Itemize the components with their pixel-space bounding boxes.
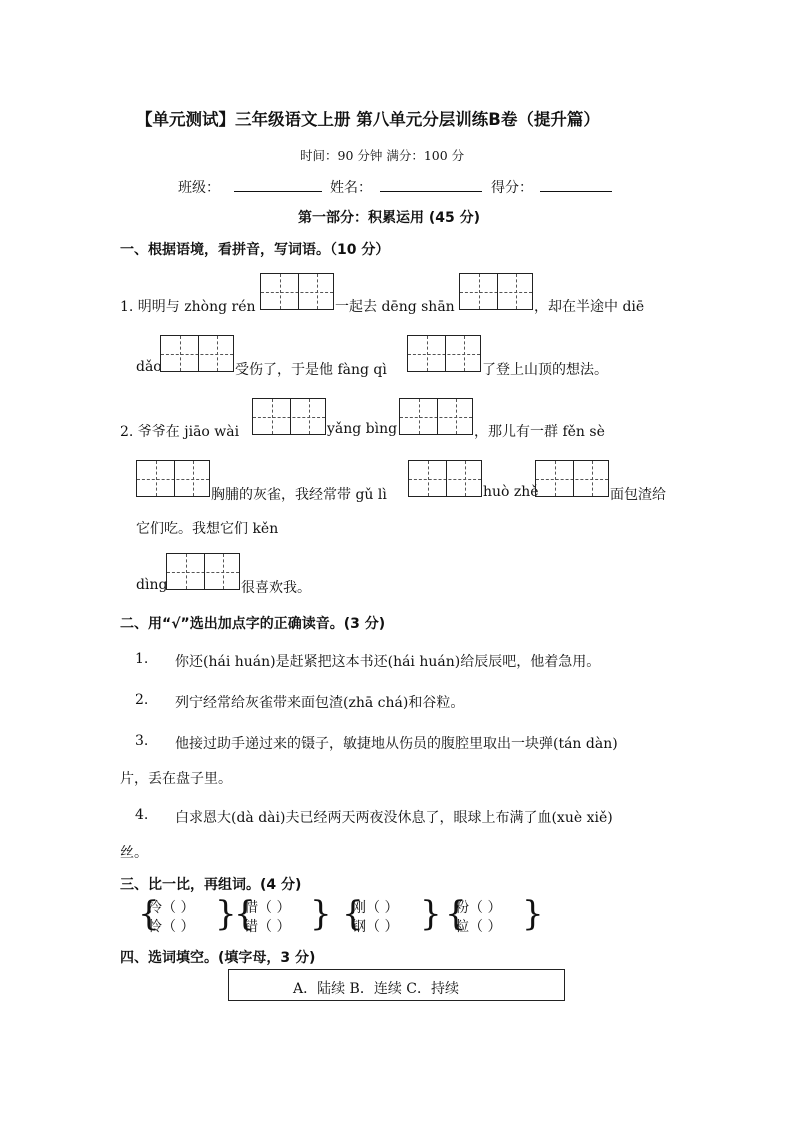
left-brace: { xyxy=(234,894,256,934)
left-brace: { xyxy=(445,894,467,934)
q2-heading: 二、用“√”选出加点字的正确读音。(3 分) xyxy=(120,616,386,632)
q2-item-text[interactable]: 列宁经常给灰雀带来面包渣(zhā chá)和谷粒。 xyxy=(175,695,465,711)
name-label: 姓名： xyxy=(330,180,372,196)
right-brace: } xyxy=(310,894,332,934)
q4-heading: 四、选词填空。(填字母，3 分) xyxy=(120,950,316,966)
compare-word-blank[interactable]: 粒（ ） xyxy=(455,919,502,935)
q1-s2-text-f: 面包渣给 xyxy=(610,487,666,503)
q1-s2-text-i: 很喜欢我。 xyxy=(241,580,311,596)
pinyin-grid-zhongren[interactable] xyxy=(260,273,334,310)
pinyin-grid-fangqi[interactable] xyxy=(407,335,481,372)
score-field[interactable] xyxy=(540,177,612,196)
q2-item-continuation: 片，丢在盘子里。 xyxy=(120,771,232,787)
q1-s2-text-d: 胸脯的灰雀，我经常带 gǔ lì xyxy=(211,487,387,503)
q1-heading: 一、根据语境，看拼音，写词语。（10 分） xyxy=(120,242,390,258)
q2-item-text[interactable]: 他接过助手递过来的镊子，敏捷地从伤员的腹腔里取出一块弹(tán dàn) xyxy=(175,736,618,752)
compare-word-blank[interactable]: 刚（ ） xyxy=(352,900,399,916)
part1-heading: 第一部分：积累运用 (45 分) xyxy=(298,210,481,226)
q2-item-text[interactable]: 白求恩大(dà dài)夫已经两天两夜没休息了，眼球上布满了血(xuè xiě) xyxy=(175,810,613,826)
pinyin-grid-jiaowai[interactable] xyxy=(252,398,326,435)
compare-word-blank[interactable]: 冷（ ） xyxy=(148,900,195,916)
q1-s1-text-b: 一起去 dēng shān xyxy=(335,299,455,315)
pinyin-grid-huozhe[interactable] xyxy=(535,460,609,497)
q1-s1-text-f: 了登上山顶的想法。 xyxy=(482,362,608,378)
right-brace: } xyxy=(215,894,237,934)
q1-s2-text-c: ，那儿有一群 fěn sè xyxy=(474,424,605,440)
pinyin-grid-fense[interactable] xyxy=(136,460,210,497)
q1-s2-text-b: yǎng bìng xyxy=(327,421,398,437)
q1-s1-text-a: 1. 明明与 zhòng rén xyxy=(120,299,256,315)
pinyin-grid-kending[interactable] xyxy=(166,553,240,590)
right-brace: } xyxy=(420,894,442,934)
q3-heading: 三、比一比，再组词。(4 分) xyxy=(120,877,302,893)
class-label: 班级： xyxy=(178,180,220,196)
left-brace: { xyxy=(138,894,160,934)
compare-word-blank[interactable]: 惜（ ） xyxy=(244,900,291,916)
compare-word-blank[interactable]: 粉（ ） xyxy=(455,900,502,916)
q2-item-number: 3. xyxy=(135,733,149,749)
right-brace: } xyxy=(522,894,544,934)
score-label: 得分： xyxy=(491,180,533,196)
q2-item-number: 2. xyxy=(135,692,149,708)
compare-word-blank[interactable]: 错（ ） xyxy=(244,919,291,935)
q1-s2-text-a: 2. 爷爷在 jiāo wài xyxy=(120,424,240,440)
left-brace: { xyxy=(342,894,364,934)
q2-item-number: 4. xyxy=(135,807,149,823)
page-title: 【单元测试】三年级语文上册 第八单元分层训练B卷（提升篇） xyxy=(136,110,600,129)
exam-meta: 时间：90 分钟 满分：100 分 xyxy=(300,148,465,163)
q1-s1-text-d: dǎo xyxy=(136,359,162,375)
q1-s2-text-e: huò zhě xyxy=(483,484,539,500)
q2-item-text[interactable]: 你还(hái huán)是赶紧把这本书还(hái huán)给辰辰吧，他着急用。 xyxy=(175,654,601,670)
compare-word-blank[interactable]: 钢（ ） xyxy=(352,919,399,935)
word-options-box xyxy=(228,969,565,1001)
pinyin-grid-yangbing[interactable] xyxy=(399,398,473,435)
pinyin-grid-diedao[interactable] xyxy=(160,335,234,372)
pinyin-grid-dengshan[interactable] xyxy=(459,273,533,310)
q1-s1-text-e: 受伤了，于是他 fàng qì xyxy=(235,362,387,378)
q2-item-number: 1. xyxy=(135,651,149,667)
q1-s2-text-h: dìng xyxy=(136,577,168,593)
name-field[interactable] xyxy=(380,177,482,196)
q1-s2-text-g: 它们吃。我想它们 kěn xyxy=(136,521,279,537)
word-options: A．陆续 B．连续 C．持续 xyxy=(293,981,460,997)
q2-item-continuation: 丝。 xyxy=(120,845,148,861)
pinyin-grid-guli[interactable] xyxy=(408,460,482,497)
q1-s1-text-c: ，却在半途中 diē xyxy=(534,299,645,315)
compare-word-blank[interactable]: 怜（ ） xyxy=(148,919,195,935)
class-field[interactable] xyxy=(234,177,322,196)
